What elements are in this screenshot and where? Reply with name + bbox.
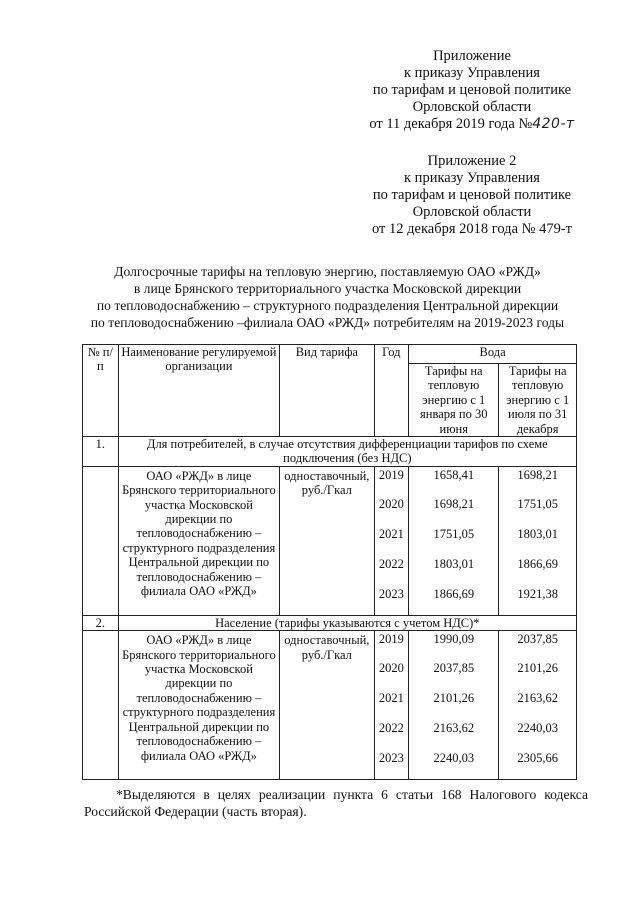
header-num: № п/п [83, 345, 119, 437]
appendix-header [357, 48, 587, 133]
tariff-jul-dec-value: 1698,21 [517, 467, 558, 482]
header-org: Наименование регулируемой организации [118, 345, 280, 437]
table-row [83, 631, 577, 780]
year-value: 2022 [378, 556, 404, 571]
appendix2-region-line: Орловской области [412, 204, 532, 220]
tariff-jul-dec-value: 2240,03 [517, 721, 558, 736]
tariff-jul-dec-value: 2163,62 [517, 691, 558, 706]
appendix-date-text: от 11 декабря 2019 года № [369, 116, 533, 132]
tariff-jan-jun-value: 1866,69 [433, 586, 475, 601]
title-line-1: Долгосрочные тарифы на тепловую энергию, поставляемую ОАО «РЖД» [114, 264, 541, 279]
tariff-jan-jun-value: 2037,85 [433, 661, 475, 676]
tariff-jul-dec-value: 2037,85 [517, 632, 558, 647]
document-title [40, 263, 615, 331]
header-year: Год [374, 345, 409, 437]
title-line-2: в лице Брянского территориального участка Московской дирекции [133, 281, 522, 296]
table-body [83, 437, 577, 780]
year-value: 2020 [378, 661, 404, 676]
header-tariff-jul-dec: Тарифы на тепловую энергию с 1 июля по 31 декабря [499, 364, 577, 437]
appendix2-date-line: от 12 декабря 2018 года № 479-т [372, 221, 572, 237]
year-value: 2019 [378, 467, 404, 482]
section-title: Для потребителей, в случае отсутствия дифференциации тарифов по схеме подключения (без НДС) [118, 437, 576, 467]
appendix2-authority-line: по тарифам и ценовой политике [372, 187, 572, 203]
tariff-jul-dec-column [499, 631, 577, 780]
tariff-jan-jun-column [409, 631, 499, 780]
section-row [83, 437, 577, 467]
section-row [83, 615, 577, 630]
tariff-jan-jun-value: 1803,01 [433, 556, 475, 571]
tariff-jul-dec-value: 1803,01 [517, 526, 558, 541]
footnote: *Выделяются в целях реализации пункта 6 статьи 168 Налогового кодекса Российской Федерации (часть вторая). [84, 787, 588, 819]
year-column [374, 466, 409, 615]
tariff-jul-dec-value: 2305,66 [517, 751, 558, 766]
tariff-type: одноставочный, руб./Гкал [280, 466, 374, 615]
title-line-3: по тепловодоснабжению – структурного подразделения Центральной дирекции [96, 298, 559, 313]
organization-name: ОАО «РЖД» в лице Брянского территориального участка Московской дирекции по тепловодоснабжению – структурного подразделения Центральной дирекции по тепловодоснабжению – филиала ОАО «РЖД» [118, 631, 280, 780]
section-title: Население (тарифы указываются с учетом НДС)* [118, 615, 576, 630]
tariff-jan-jun-value: 1698,21 [433, 496, 475, 511]
appendix-date-line [357, 116, 587, 133]
year-value: 2019 [378, 632, 404, 647]
section-num: 1. [83, 437, 119, 467]
organization-name: ОАО «РЖД» в лице Брянского территориального участка Московской дирекции по тепловодоснабжению – структурного подразделения Центральной дирекции по тепловодоснабжению – филиала ОАО «РЖД» [118, 466, 280, 615]
appendix-order-line: к приказу Управления [404, 65, 540, 81]
handwritten-order-number: 420-т [532, 116, 575, 132]
tariff-jan-jun-column [409, 466, 499, 615]
header-tariff-jan-jun: Тарифы на тепловую энергию с 1 января по 30 июня [409, 364, 499, 437]
tariff-jul-dec-value: 1751,05 [517, 496, 558, 511]
year-value: 2021 [378, 691, 404, 706]
tariff-jan-jun-value: 2163,62 [433, 721, 475, 736]
appendix2-order-line: к приказу Управления [404, 170, 540, 186]
appendix2-label: Приложение 2 [427, 153, 517, 169]
appendix-label: Приложение [433, 48, 511, 64]
tariff-jul-dec-value: 1866,69 [517, 556, 558, 571]
year-value: 2022 [378, 721, 404, 736]
year-value: 2023 [378, 751, 404, 766]
tariff-jul-dec-value: 1921,38 [517, 586, 558, 601]
appendix-region-line: Орловской области [412, 99, 532, 115]
year-column [374, 631, 409, 780]
tariff-jul-dec-column [499, 466, 577, 615]
header-tariff-type: Вид тарифа [280, 345, 374, 437]
section-num: 2. [83, 615, 119, 630]
tariff-jan-jun-value: 1658,41 [433, 467, 475, 482]
year-value: 2021 [378, 526, 404, 541]
tariff-jan-jun-value: 2240,03 [433, 751, 475, 766]
table-row [83, 466, 577, 615]
row-num-empty [83, 466, 119, 615]
title-line-4: по тепловодоснабжению –филиала ОАО «РЖД» потребителям на 2019-2023 годы [90, 315, 565, 330]
tariff-table [82, 344, 577, 780]
tariff-jan-jun-value: 1751,05 [433, 526, 475, 541]
tariff-jul-dec-value: 2101,26 [517, 661, 558, 676]
tariff-jan-jun-value: 2101,26 [433, 691, 475, 706]
year-value: 2020 [378, 496, 404, 511]
header-water: Вода [409, 345, 577, 364]
appendix-authority-line: по тарифам и ценовой политике [372, 82, 572, 98]
tariff-type: одноставочный, руб./Гкал [280, 631, 374, 780]
appendix2-header [357, 153, 587, 238]
year-value: 2023 [378, 586, 404, 601]
row-num-empty [83, 631, 119, 780]
tariff-jan-jun-value: 1990,09 [433, 632, 475, 647]
